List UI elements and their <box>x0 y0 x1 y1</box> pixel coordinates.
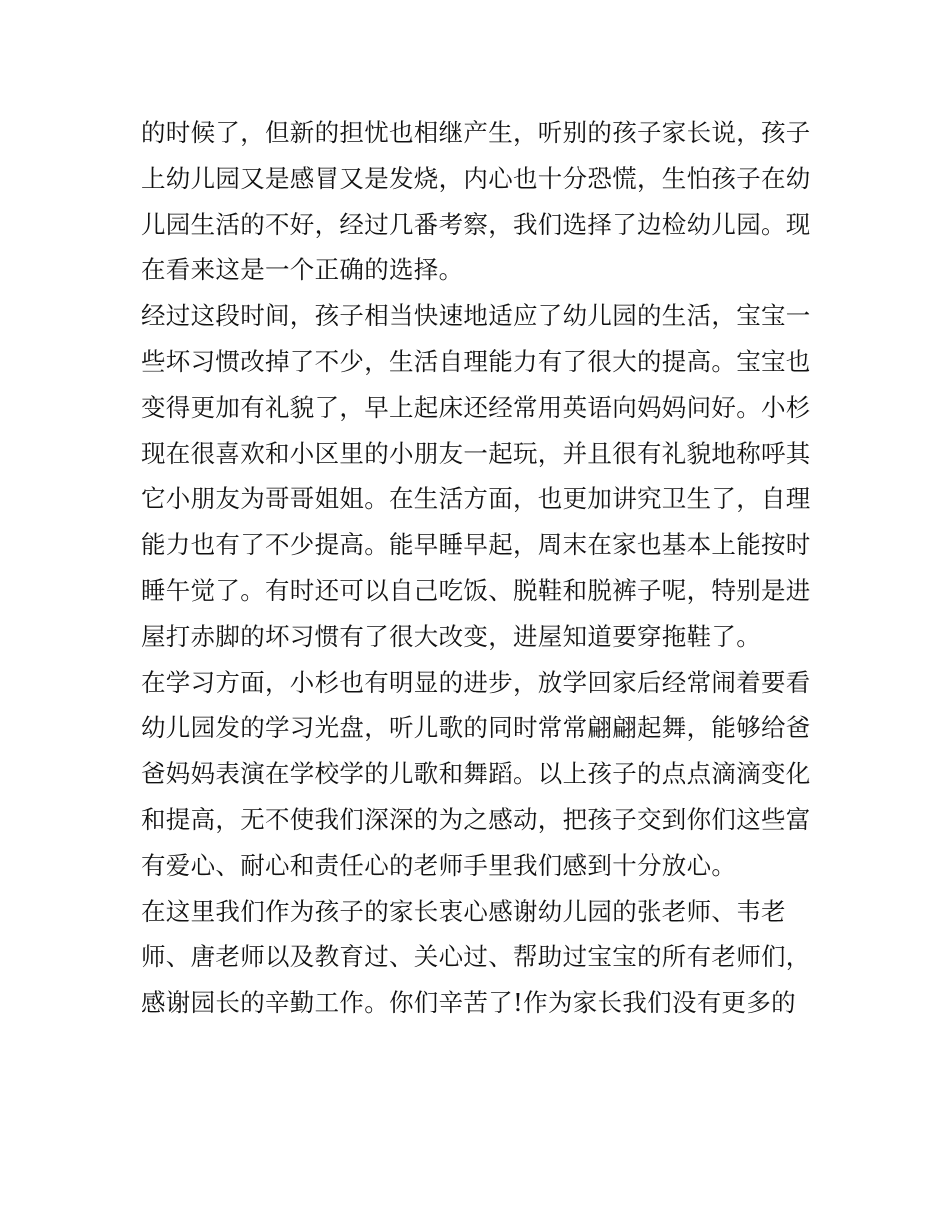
text-line: 在看来这是一个正确的选择。 <box>141 255 464 285</box>
text-line: 睡午觉了。有时还可以自己吃饭、脱鞋和脱裤子呢，特别是进 <box>141 575 811 605</box>
text-line: 上幼儿园又是感冒又是发烧，内心也十分恐慌，生怕孩子在幼 <box>141 163 811 193</box>
text-line: 在学习方面，小杉也有明显的进步，放学回家后经常闹着要看 <box>141 667 811 697</box>
text-line: 和提高，无不使我们深深的为之感动，把孩子交到你们这些富 <box>141 804 811 834</box>
text-line: 幼儿园发的学习光盘，听儿歌的同时常常翩翩起舞，能够给爸 <box>141 713 811 743</box>
text-line: 儿园生活的不好，经过几番考察，我们选择了边检幼儿园。现 <box>141 209 811 239</box>
text-line: 感谢园长的辛勤工作。你们辛苦了!作为家长我们没有更多的 <box>141 988 796 1018</box>
letter-body-text <box>141 110 811 1026</box>
text-line: 屋打赤脚的坏习惯有了很大改变，进屋知道要穿拖鞋了。 <box>141 621 761 651</box>
text-line: 爸妈妈表演在学校学的儿歌和舞蹈。以上孩子的点点滴滴变化 <box>141 759 811 789</box>
text-line: 变得更加有礼貌了，早上起床还经常用英语向妈妈问好。小杉 <box>141 392 811 422</box>
text-line: 在这里我们作为孩子的家长衷心感谢幼儿园的张老师、韦老 <box>141 896 786 926</box>
text-line: 的时候了，但新的担忧也相继产生，听别的孩子家长说，孩子 <box>141 118 811 147</box>
text-line: 经过这段时间，孩子相当快速地适应了幼儿园的生活，宝宝一 <box>141 301 811 331</box>
text-line: 现在很喜欢和小区里的小朋友一起玩，并且很有礼貌地称呼其 <box>141 438 811 468</box>
text-line: 师、唐老师以及教育过、关心过、帮助过宝宝的所有老师们， <box>141 942 811 972</box>
text-line: 些坏习惯改掉了不少，生活自理能力有了很大的提高。宝宝也 <box>141 346 811 376</box>
text-line: 它小朋友为哥哥姐姐。在生活方面，也更加讲究卫生了，自理 <box>141 484 811 514</box>
text-line: 能力也有了不少提高。能早睡早起，周末在家也基本上能按时 <box>141 530 811 560</box>
text-line: 有爱心、耐心和责任心的老师手里我们感到十分放心。 <box>141 850 737 880</box>
